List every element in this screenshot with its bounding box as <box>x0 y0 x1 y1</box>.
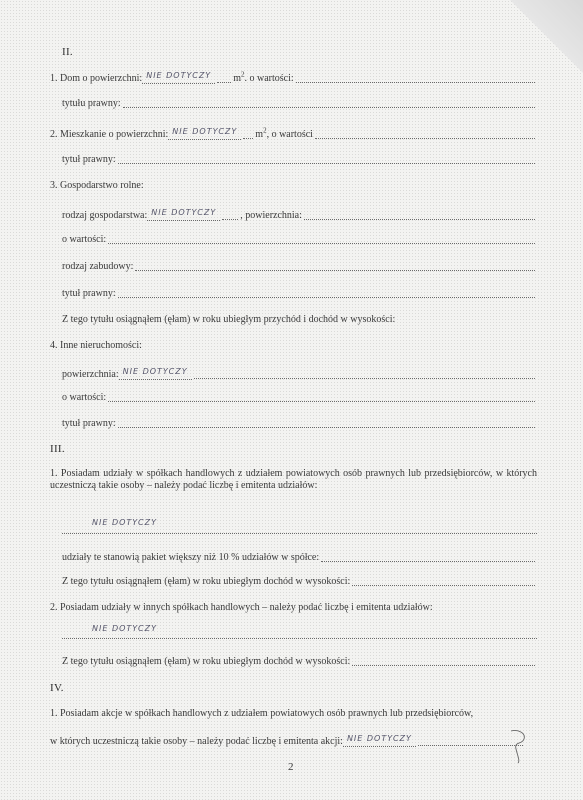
dotted-line <box>315 130 535 139</box>
ii-3-title-label: tytuł prawny: <box>62 288 116 299</box>
ii-2-answer: NIE DOTYCZY <box>168 126 241 140</box>
ii-1-title-label: tytułu prawny: <box>62 98 121 109</box>
section-iii-heading: III. <box>50 443 65 455</box>
iii-1-text: 1. Posiadam udziały w spółkach handlowych z udziałem powiatowych osób prawnych lub przedsiębiorców, w których uczestniczą takie osoby – należy podać liczbę i emitenta udziałów: <box>50 468 537 491</box>
dotted-line <box>321 553 535 562</box>
ii-4-label: 4. Inne nieruchomości: <box>50 340 142 351</box>
ii-3-area-label: , powierzchnia: <box>240 210 302 221</box>
ii-4-area-label: powierzchnia: <box>62 369 119 380</box>
dotted-line <box>352 657 535 666</box>
iii-2-income-line <box>62 656 537 668</box>
ii-1-title-line <box>62 98 537 110</box>
dotted-line <box>304 211 535 220</box>
ii-3-income-line <box>62 314 537 326</box>
ii-1-unit: $m^2$ <box>233 70 245 84</box>
ii-3-title-line <box>62 288 537 300</box>
section-ii-heading: II. <box>62 46 73 58</box>
ii-2-title-line <box>62 154 537 166</box>
ii-3-building-label: rodzaj zabudowy: <box>62 261 134 272</box>
iv-1-text: 1. Posiadam akcje w spółkach handlowych z udziałem powiatowych osób prawnych lub przedsiębiorców, <box>50 708 474 719</box>
dotted-line <box>108 235 535 244</box>
iii-2-text: 2. Posiadam udziały w innych spółkach handlowych – należy podać liczbę i emitenta udziałów: <box>50 602 433 613</box>
dotted-line <box>222 211 238 220</box>
ii-2-unit: $m^2$ <box>255 126 267 140</box>
dotted-line <box>243 130 253 139</box>
iii-1-package-line <box>62 552 537 564</box>
dotted-line <box>217 74 231 83</box>
iii-2-answer: NIE DOTYCZY <box>92 624 157 633</box>
ii-3-farm-heading <box>50 180 537 192</box>
ii-4-value-line <box>62 392 537 404</box>
handwritten-signature-mark <box>508 727 530 765</box>
dotted-line <box>352 577 535 586</box>
ii-4-area-line <box>62 366 537 381</box>
ii-3-answer: NIE DOTYCZY <box>147 207 220 221</box>
ii-1-answer: NIE DOTYCZY <box>142 70 215 84</box>
iv-1-answer: NIE DOTYCZY <box>343 733 416 747</box>
dotted-line <box>62 638 537 639</box>
iv-1-text-2: w których uczestniczą takie osoby – należy podać liczbę i emitenta akcji: <box>50 736 343 747</box>
ii-1-value-label: . o wartości: <box>244 73 294 84</box>
dotted-line <box>123 99 535 108</box>
ii-3-type-label: rodzaj gospodarstwa: <box>62 210 148 221</box>
dotted-line <box>108 393 535 402</box>
ii-4-answer: NIE DOTYCZY <box>119 366 192 380</box>
iv-1-line-2 <box>50 733 525 748</box>
dotted-line <box>118 419 535 428</box>
dotted-line <box>62 533 537 534</box>
iii-2-income-label: Z tego tytułu osiągnąłem (ęłam) w roku ubiegłym dochód w wysokości: <box>62 656 351 667</box>
dotted-line <box>118 155 535 164</box>
ii-3-type-line <box>62 207 537 222</box>
section-iv-heading: IV. <box>50 682 64 694</box>
ii-3-value-line <box>62 234 537 246</box>
ii-3-value-label: o wartości: <box>62 234 107 245</box>
ii-4-heading <box>50 340 537 352</box>
iii-1-income-label: Z tego tytułu osiągnąłem (ęłam) w roku ubiegłym dochód w wysokości: <box>62 576 351 587</box>
ii-2-title-label: tytuł prawny: <box>62 154 116 165</box>
dotted-line <box>118 289 535 298</box>
ii-2-label: 2. Mieszkanie o powierzchni: <box>50 129 169 140</box>
iii-1-answer: NIE DOTYCZY <box>92 518 157 527</box>
iii-1-package-label: udziały te stanowią pakiet większy niż 10 % udziałów w spółce: <box>62 552 320 563</box>
ii-3-building-line <box>62 261 537 273</box>
ii-4-title-line <box>62 418 537 430</box>
ii-2-value-label: , o wartości <box>266 129 313 140</box>
ii-4-title-label: tytuł prawny: <box>62 418 116 429</box>
iii-2-line <box>50 602 537 614</box>
iii-1-income-line <box>62 576 537 588</box>
dotted-line <box>135 262 535 271</box>
ii-4-value-label: o wartości: <box>62 392 107 403</box>
ii-3-income-label: Z tego tytułu osiągnąłem (ęłam) w roku ubiegłym przychód i dochód w wysokości: <box>62 314 396 325</box>
ii-1-label: 1. Dom o powierzchni: <box>50 73 143 84</box>
iv-1-line <box>50 708 537 720</box>
dotted-line <box>194 370 535 379</box>
page-fold-shadow <box>503 0 583 80</box>
ii-2-flat-line <box>50 126 537 141</box>
page-number: 2 <box>288 761 294 773</box>
dotted-line <box>296 74 535 83</box>
ii-3-label: 3. Gospodarstwo rolne: <box>50 180 144 191</box>
ii-1-house-line <box>50 70 537 85</box>
